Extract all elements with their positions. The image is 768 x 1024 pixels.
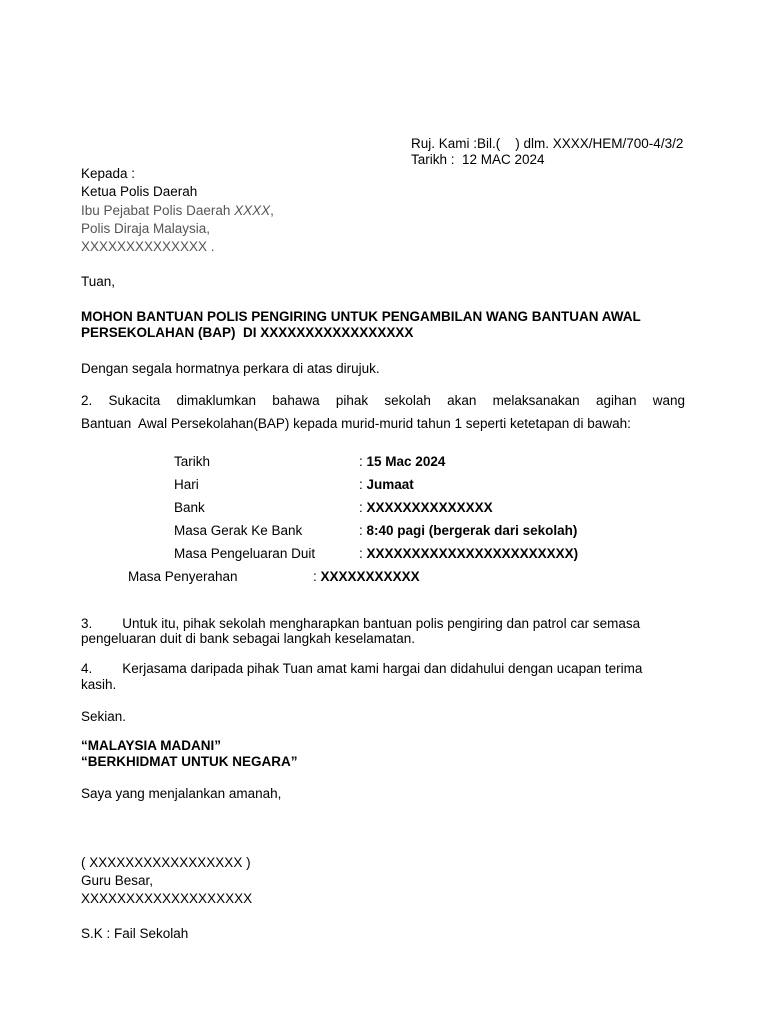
detail-value-text: 15 Mac 2024 bbox=[366, 454, 446, 469]
detail-value bbox=[313, 569, 420, 585]
signatory-name: ( XXXXXXXXXXXXXXXXX ) bbox=[81, 855, 251, 870]
recipient-organisation: Polis Diraja Malaysia, bbox=[81, 221, 211, 236]
recipient-title: Ketua Polis Daerah bbox=[81, 184, 198, 199]
paragraph-3-line-2: pengeluaran duit di bank sebagai langkah keselamatan. bbox=[81, 631, 415, 646]
recipient-location: XXXXXXXXXXXXXX . bbox=[81, 239, 215, 254]
detail-colon: : bbox=[359, 523, 363, 538]
paragraph-3-line-1: 3. Untuk itu, pihak sekolah mengharapkan bantuan polis pengiring dan patrol car semasa bbox=[81, 616, 641, 631]
detail-colon: : bbox=[313, 569, 317, 584]
salutation: Tuan, bbox=[81, 274, 116, 289]
subject-line-2: PERSEKOLAHAN (BAP) DI XXXXXXXXXXXXXXXXX bbox=[81, 325, 414, 340]
recipient-heading: Kepada : bbox=[81, 166, 136, 181]
detail-colon: : bbox=[359, 546, 363, 561]
recipient-office-district: XXXX bbox=[234, 203, 271, 218]
detail-value-text: XXXXXXXXXXXXXX bbox=[366, 500, 493, 515]
opening-paragraph: Dengan segala hormatnya perkara di atas dirujuk. bbox=[81, 361, 380, 376]
reference-number: Ruj. Kami :Bil.( ) dlm. XXXX/HEM/700-4/3/2 bbox=[411, 136, 684, 151]
paragraph-2-line-2: Bantuan Awal Persekolahan(BAP) kepada murid-murid tahun 1 seperti ketetapan di bawah: bbox=[81, 416, 631, 431]
paragraph-2-line-1: 2. Sukacita dimaklumkan bahawa pihak sekolah akan melaksanakan agihan wang bbox=[81, 393, 685, 408]
detail-value bbox=[359, 546, 578, 562]
recipient-office-suffix: , bbox=[270, 203, 274, 218]
detail-value bbox=[359, 454, 445, 470]
detail-value-text: XXXXXXXXXXXXXXXXXXXXXXX) bbox=[366, 546, 579, 561]
detail-label: Hari bbox=[174, 477, 199, 492]
detail-label: Tarikh bbox=[174, 454, 211, 469]
copy-to: S.K : Fail Sekolah bbox=[81, 926, 189, 941]
slogan-berkhidmat: “BERKHIDMAT UNTUK NEGARA” bbox=[81, 754, 298, 769]
closing-sekian: Sekian. bbox=[81, 709, 127, 724]
detail-value-text: Jumaat bbox=[366, 477, 414, 492]
detail-colon: : bbox=[359, 454, 363, 469]
detail-value bbox=[359, 500, 493, 516]
detail-value-text: 8:40 pagi (bergerak dari sekolah) bbox=[366, 523, 578, 538]
letter-date: Tarikh : 12 MAC 2024 bbox=[411, 152, 545, 167]
recipient-office-prefix: Ibu Pejabat Polis Daerah bbox=[81, 203, 235, 218]
paragraph-4-line-2: kasih. bbox=[81, 677, 117, 692]
subject-line-1: MOHON BANTUAN POLIS PENGIRING UNTUK PENGAMBILAN WANG BANTUAN AWAL bbox=[81, 309, 641, 324]
detail-value bbox=[359, 523, 577, 539]
signoff-amanah: Saya yang menjalankan amanah, bbox=[81, 786, 282, 801]
slogan-malaysia-madani: “MALAYSIA MADANI” bbox=[81, 738, 222, 753]
signatory-school: XXXXXXXXXXXXXXXXXXX bbox=[81, 891, 253, 906]
detail-colon: : bbox=[359, 477, 363, 492]
detail-label: Masa Penyerahan bbox=[128, 569, 238, 584]
paragraph-4-line-1: 4. Kerjasama daripada pihak Tuan amat kami hargai dan didahului dengan ucapan terima bbox=[81, 661, 643, 676]
detail-label: Masa Pengeluaran Duit bbox=[174, 546, 316, 561]
signatory-position: Guru Besar, bbox=[81, 873, 154, 888]
detail-colon: : bbox=[359, 500, 363, 515]
detail-value-text: XXXXXXXXXXX bbox=[320, 569, 420, 584]
detail-label: Bank bbox=[174, 500, 205, 515]
detail-value bbox=[359, 477, 414, 493]
recipient-office bbox=[81, 203, 274, 219]
detail-label: Masa Gerak Ke Bank bbox=[174, 523, 303, 538]
